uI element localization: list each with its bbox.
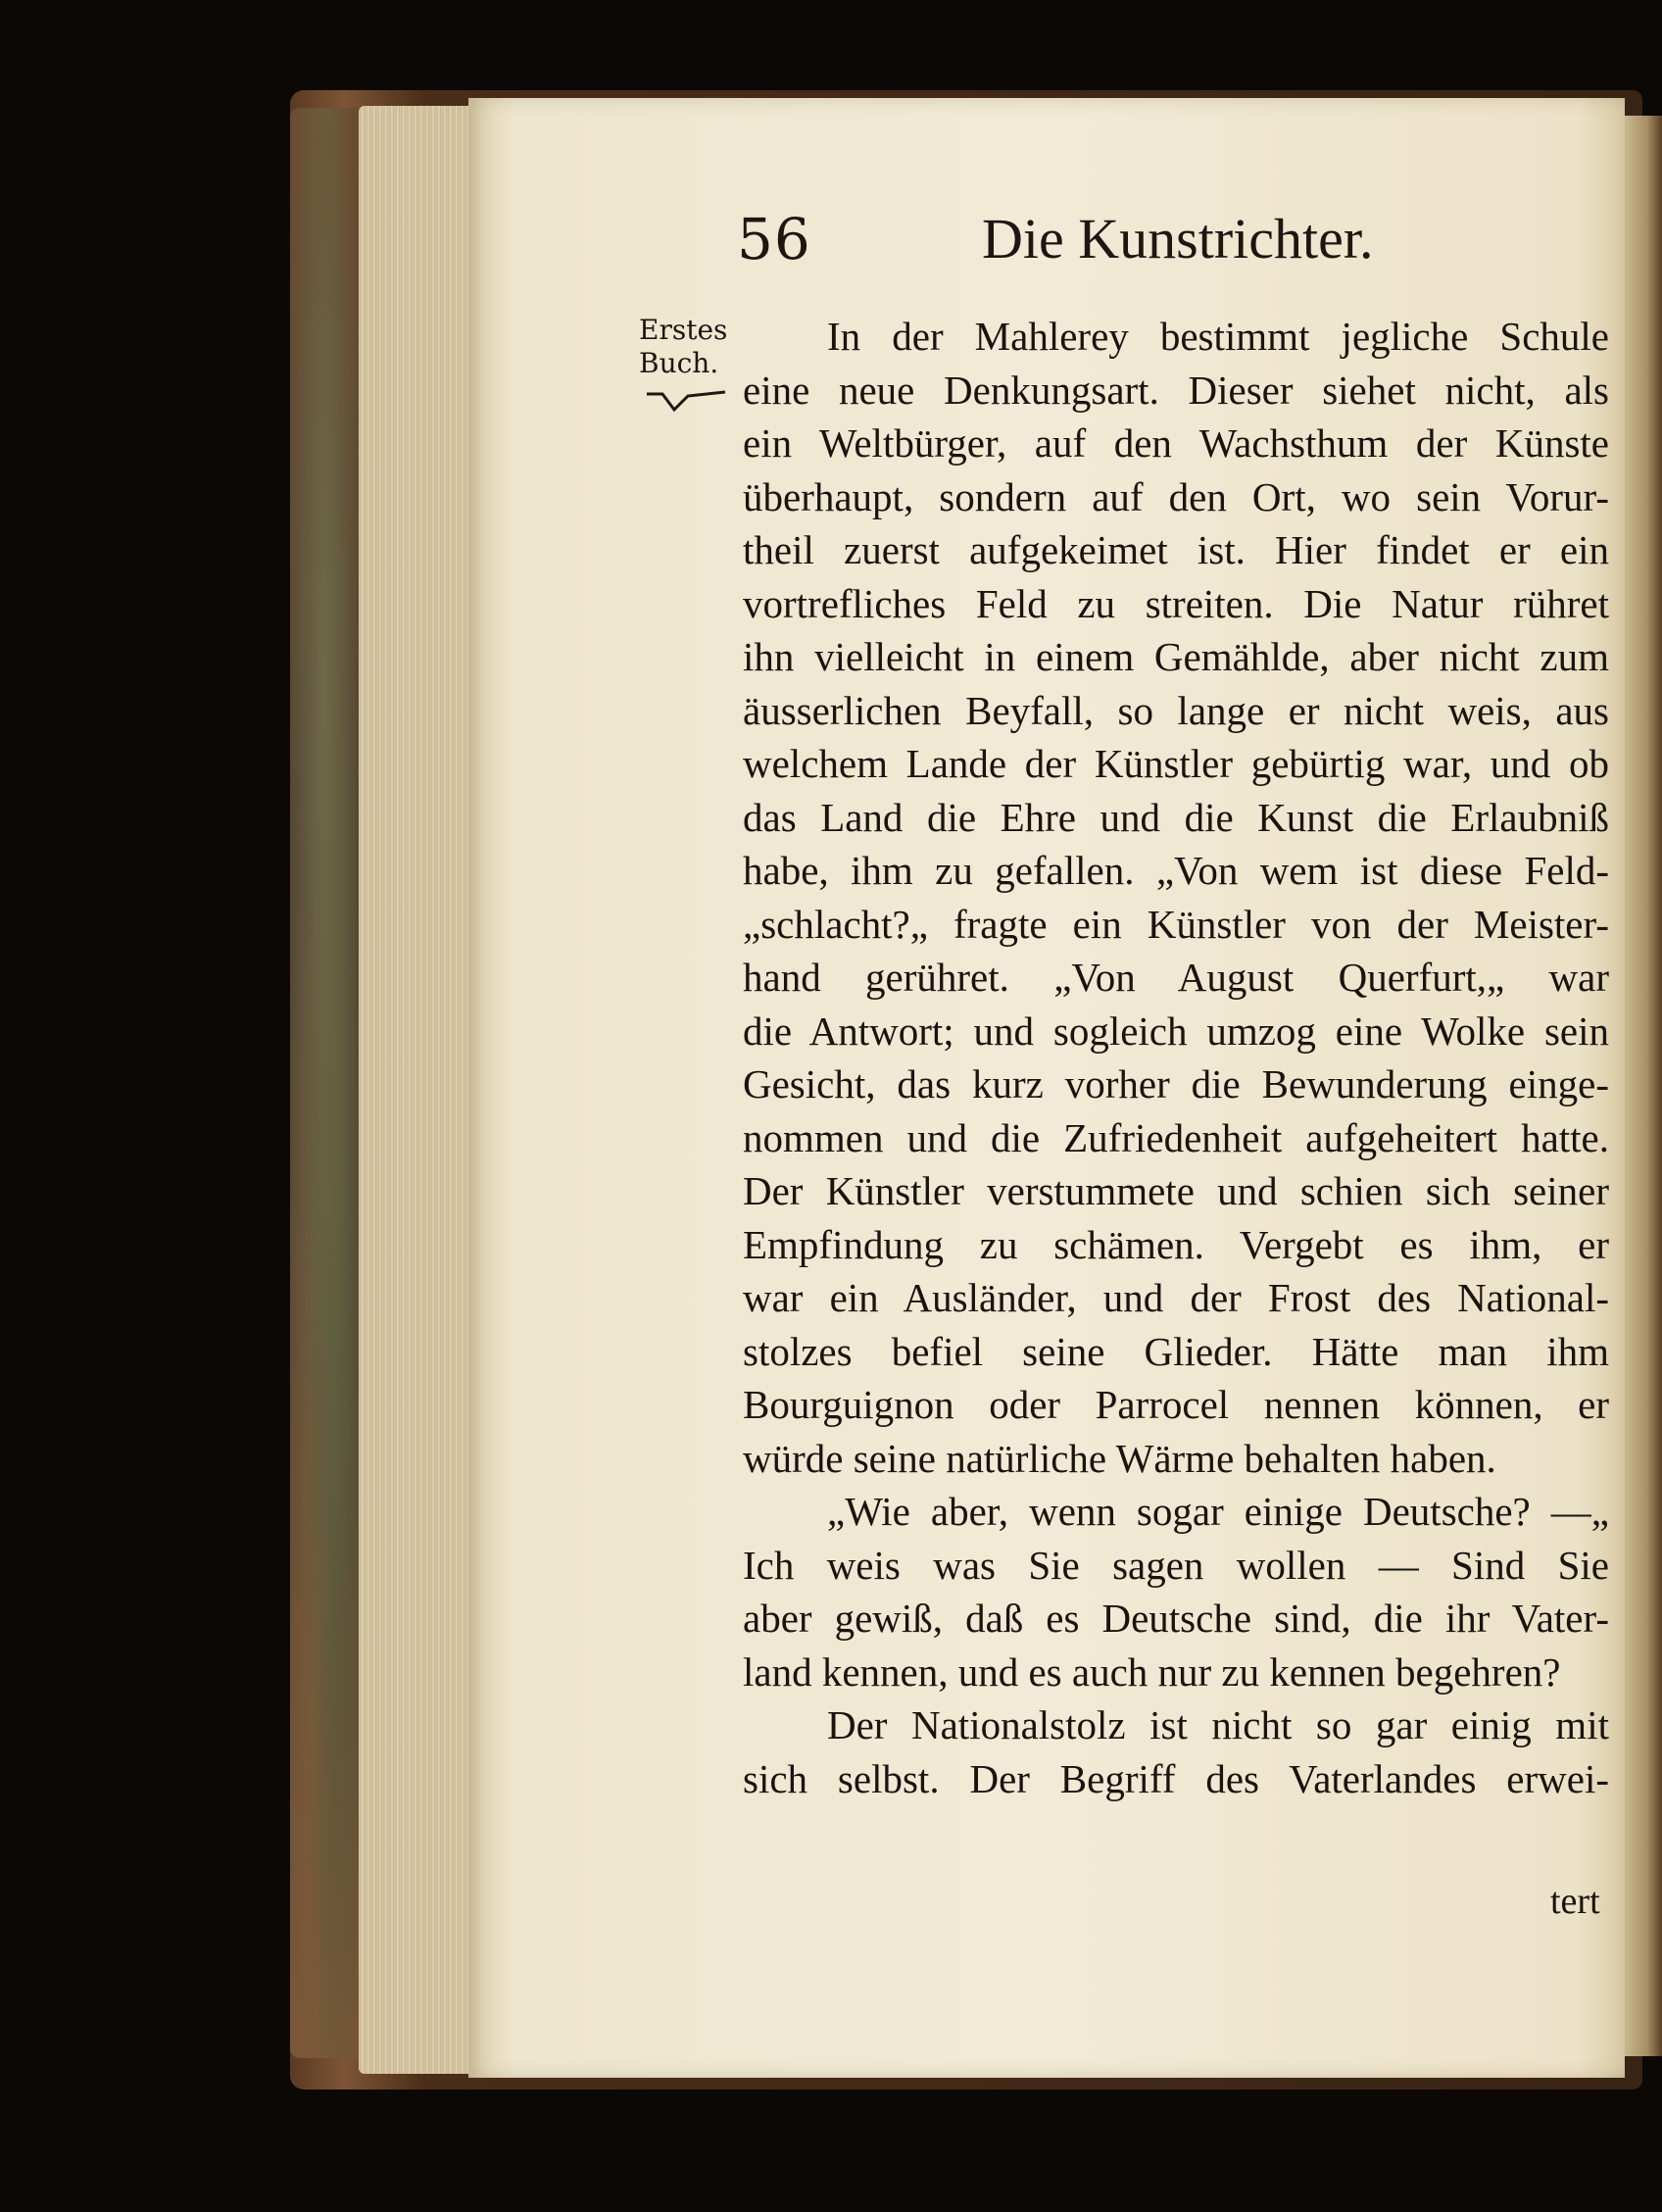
text-line: stolzes befiel seine Glieder. Hätte man ihm [743, 1328, 1609, 1374]
text-line: war ein Ausländer, und der Frost des National- [743, 1275, 1609, 1320]
marginal-note [639, 314, 747, 380]
text-line: „Wie aber, wenn sogar einige Deutsche? —„ [827, 1489, 1609, 1534]
page-header [737, 206, 1423, 284]
body-text [743, 310, 1609, 1805]
bracket-mark-icon [645, 388, 727, 414]
text-line: ein Weltbürger, auf den Wachsthum der Künste [743, 420, 1609, 466]
text-line: In der Mahlerey bestimmt jegliche Schule [827, 314, 1609, 359]
text-line: Empfindung zu schämen. Vergebt es ihm, er [743, 1221, 1609, 1267]
text-line: land kennen, und es auch nur zu kennen begehren? [743, 1648, 1561, 1695]
text-line: aber gewiß, daß es Deutsche sind, die ihr Vater- [743, 1596, 1609, 1641]
page-edges [359, 106, 476, 2074]
text-line: äusserlichen Beyfall, so lange er nicht weis, aus [743, 687, 1609, 733]
text-line: „schlacht?„ fragte ein Künstler von der Meister- [743, 901, 1609, 947]
text-line: sich selbst. Der Begriff des Vaterlandes erwei- [743, 1755, 1609, 1801]
text-line: Ich weis was Sie sagen wollen — Sind Sie [743, 1542, 1609, 1588]
catchword: tert [1550, 1881, 1600, 1922]
text-line: würde seine natürliche Wärme behalten haben. [743, 1435, 1496, 1481]
text-line: hand gerühret. „Von August Querfurt,„ war [743, 955, 1609, 1000]
text-line: überhaupt, sondern auf den Ort, wo sein Vorur- [743, 473, 1609, 519]
text-line: Der Künstler verstummete und schien sich seiner [743, 1168, 1609, 1213]
text-line: das Land die Ehre und die Kunst die Erlaubniß [743, 794, 1609, 840]
text-line: Gesicht, das kurz vorher die Bewunderung einge- [743, 1061, 1609, 1106]
page-number: 56 [737, 206, 811, 272]
text-line: habe, ihm zu gefallen. „Von wem ist diese Feld- [743, 848, 1609, 893]
running-title: Die Kunstrichter. [982, 207, 1374, 270]
text-line: welchem Lande der Künstler gebürtig war, und ob [743, 741, 1609, 786]
text-line: eine neue Denkungsart. Dieser siehet nicht, als [743, 367, 1609, 413]
marginal-note-line: Erstes [639, 314, 728, 346]
text-line: die Antwort; und sogleich umzog eine Wolke sein [743, 1008, 1609, 1054]
text-line: theil zuerst aufgekeimet ist. Hier findet er ein [743, 527, 1609, 572]
text-line: nommen und die Zufriedenheit aufgeheitert hatte. [743, 1114, 1609, 1160]
facing-page-edge [1625, 116, 1662, 2056]
marginal-note-line: Buch. [639, 347, 719, 379]
text-line: Der Nationalstolz ist nicht so gar einig mit [827, 1702, 1609, 1747]
text-line: vortrefliches Feld zu streiten. Die Natur rühret [743, 580, 1609, 626]
text-line: ihn vielleicht in einem Gemählde, aber nicht zum [743, 634, 1609, 679]
text-line: Bourguignon oder Parrocel nennen können, er [743, 1382, 1609, 1427]
